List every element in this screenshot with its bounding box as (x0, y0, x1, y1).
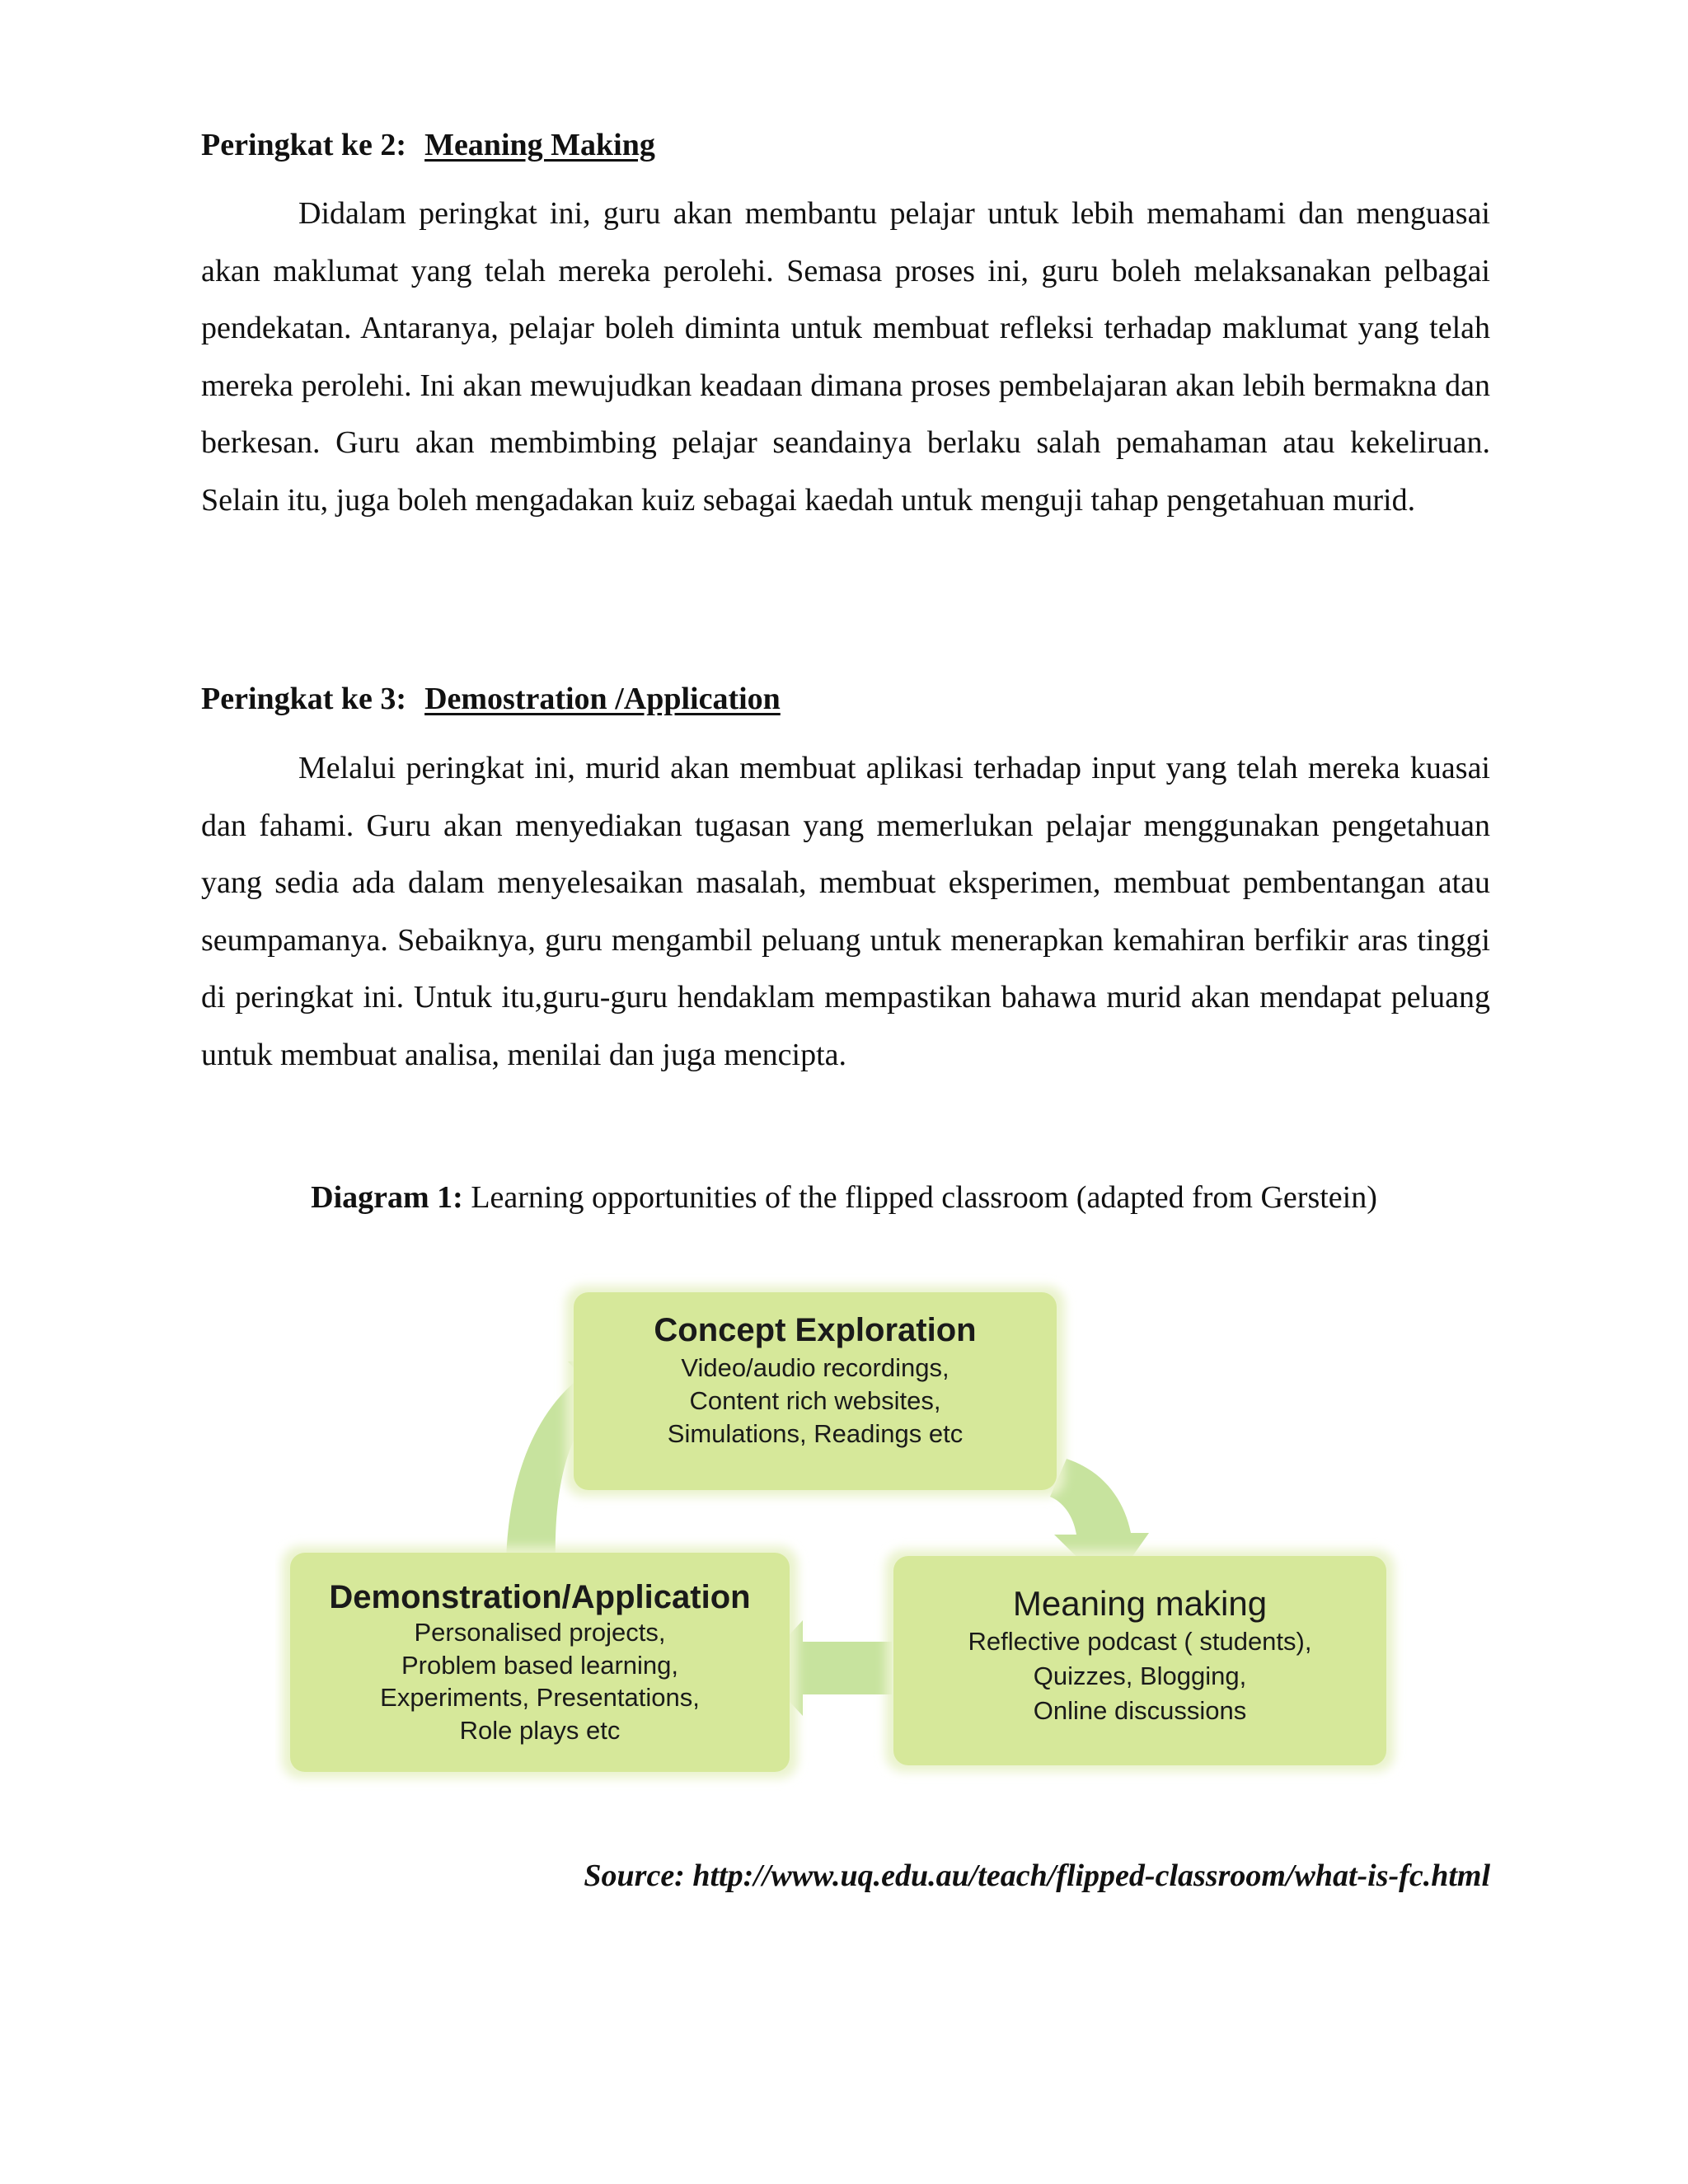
section2-prefix: Peringkat ke 2: (201, 128, 407, 162)
section3-prefix: Peringkat ke 3: (201, 682, 407, 716)
demonstration-application-box (282, 1546, 798, 1779)
concept-exploration-box (565, 1286, 1065, 1497)
meaning-line-2: Quizzes, Blogging, (1033, 1661, 1247, 1690)
section3-paragraph: Melalui peringkat ini, murid akan membuat aplikasi terhadap input yang telah mereka kuasai dan fahami. Guru akan menyediakan tugasan yang memerlukan pelajar menggunakan pengetahuan yang sedia ada dalam menyelesaikan masalah, membuat eksperimen, membuat pembentangan atau seumpamanya. Sebaiknya, guru mengambil peluang untuk menerapkan kemahiran berfikir aras tinggi di peringkat ini. Untuk itu,guru-guru hendaklam mempastikan bahawa murid akan mendapat peluang untuk membuat analisa, menilai dan juga mencipta. (201, 751, 1490, 1072)
caption-text: Learning opportunities of the flipped classroom (adapted from Gerstein) (471, 1180, 1377, 1215)
diagram-caption (0, 1182, 1688, 1213)
flipped-classroom-diagram (275, 1269, 1413, 1797)
section2-heading (201, 129, 655, 161)
meaning-title: Meaning making (1012, 1584, 1268, 1623)
concept-line-3: Simulations, Readings etc (667, 1419, 964, 1448)
section2-title: Meaning Making (424, 128, 655, 162)
concept-title: Concept Exploration (654, 1312, 977, 1348)
meaning-making-box (885, 1549, 1395, 1772)
demo-line-1: Personalised projects, (414, 1618, 666, 1647)
demo-line-2: Problem based learning, (401, 1651, 679, 1680)
caption-label: Diagram 1: (311, 1180, 463, 1215)
source-citation: Source: http://www.uq.edu.au/teach/flipped-classroom/what-is-fc.html (584, 1858, 1490, 1893)
meaning-line-1: Reflective podcast ( students), (968, 1627, 1312, 1656)
section3-title: Demostration /Application (424, 682, 781, 716)
demo-line-3: Experiments, Presentations, (380, 1683, 700, 1712)
concept-line-2: Content rich websites, (689, 1386, 941, 1415)
section3-heading (201, 683, 781, 715)
meaning-line-3: Online discussions (1033, 1696, 1247, 1725)
demo-line-4: Role plays etc (459, 1716, 621, 1745)
concept-line-1: Video/audio recordings, (681, 1353, 950, 1382)
demo-title: Demonstration/Application (329, 1579, 751, 1615)
section2-paragraph: Didalam peringkat ini, guru akan membantu pelajar untuk lebih memahami dan menguasai akan maklumat yang telah mereka perolehi. Semasa proses ini, guru boleh melaksanakan pelbagai pendekatan. Antaranya, pelajar boleh diminta untuk membuat refleksi terhadap maklumat yang telah mereka perolehi. Ini akan mewujudkan keadaan dimana proses pembelajaran akan lebih bermakna dan berkesan. Guru akan membimbing pelajar seandainya berlaku salah pemahaman atau kekeliruan. Selain itu, juga boleh mengadakan kuiz sebagai kaedah untuk menguji tahap pengetahuan murid. (201, 196, 1490, 518)
